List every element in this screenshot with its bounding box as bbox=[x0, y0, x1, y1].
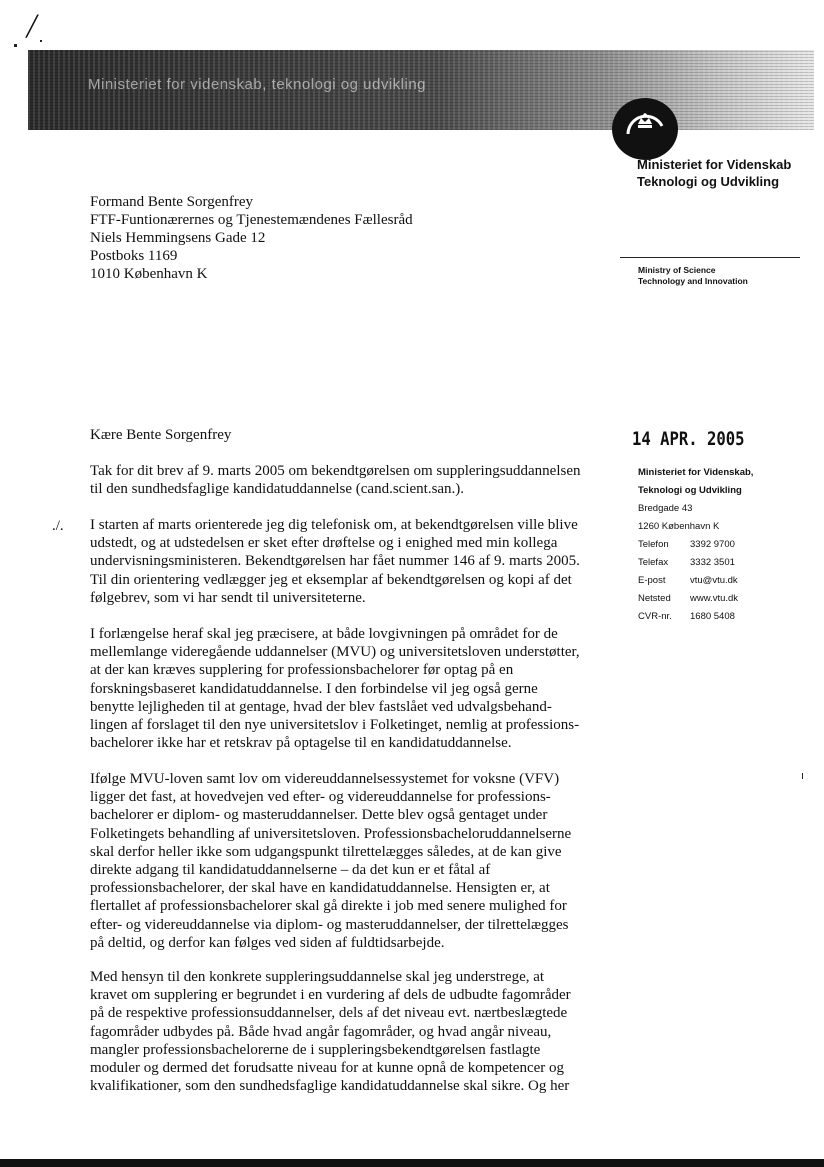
sender-info bbox=[638, 464, 753, 626]
letterhead-divider bbox=[620, 257, 800, 258]
date-stamp: 14 APR. 2005 bbox=[632, 428, 745, 450]
paragraph-4 bbox=[90, 770, 615, 952]
text-line: I starten af marts orienterede jeg dig telefonisk om, at bekendtgørelsen ville blive bbox=[90, 517, 578, 533]
contact-label: E-post bbox=[638, 575, 666, 586]
text-line: efter- og videreuddannelse via diplom- og masteruddannelser, der tilrettelægges bbox=[90, 916, 569, 933]
text-line: skal derfor heller ikke som udgangspunkt tilrettelægges således, at de kan give bbox=[90, 843, 562, 860]
contact-row bbox=[638, 608, 753, 626]
text-line: mangler professionsbachelorerne de i suppleringsbekendtgørelsen fastlagte bbox=[90, 1041, 541, 1058]
text-line: Tak for dit brev af 9. marts 2005 om bekendtgørelsen om suppleringsuddannelsen bbox=[90, 463, 581, 479]
sender-street: Bredgade 43 bbox=[638, 503, 693, 514]
address-line: 1010 København K bbox=[90, 266, 208, 282]
contact-value: 1680 5408 bbox=[690, 611, 735, 622]
text-line: professionsbachelorer, der skal have en kandidatuddannelse. Hensigten er, at bbox=[90, 880, 550, 897]
text-line: på deltid, og derfor kan følges ved siden af fuldtidsarbejde. bbox=[90, 934, 445, 951]
contact-value: 3332 3501 bbox=[690, 557, 735, 568]
contact-label: Netsted bbox=[638, 593, 671, 604]
ministry-name-english bbox=[638, 265, 748, 287]
contact-label: Telefon bbox=[638, 539, 669, 550]
sender-name-line: Ministeriet for Videnskab, bbox=[638, 467, 754, 478]
text-line: på de respektive professionsuddannelser, dels af det niveau evt. nærtbeslægtede bbox=[90, 1005, 568, 1022]
letterhead-banner bbox=[28, 50, 814, 130]
recipient-address bbox=[90, 193, 413, 283]
text-line: mellemlange videregående uddannelser (MVU) og universitetsloven understøtter, bbox=[90, 644, 580, 661]
text-line: kravet om supplering er begrundet i en vurdering af dels de udbudte fagområder bbox=[90, 987, 571, 1004]
text-line: fagområder udbydes på. Både hvad angår fagområder, og hvad angår niveau, bbox=[90, 1023, 552, 1040]
text-line: forskningsbaseret kandidatuddannelse. I den forbindelse vil jeg også gerne bbox=[90, 680, 538, 697]
scan-bottom-edge bbox=[0, 1159, 824, 1167]
paragraph-5 bbox=[90, 968, 615, 1095]
crown-logo-icon bbox=[612, 98, 678, 160]
text-line: flertallet af professionsbachelorer skal gå direkte i job med senere mulighed for bbox=[90, 898, 567, 915]
sender-name-line: Teknologi og Udvikling bbox=[638, 485, 742, 496]
ministry-da-line: Ministeriet for Videnskab bbox=[637, 157, 792, 172]
text-line: at der kan kræves supplering for professionsbachelorer før optag på en bbox=[90, 662, 514, 679]
text-line: bachelorer ikke har et retskrav på optagelse til en kandidatuddannelse. bbox=[90, 735, 512, 752]
text-line: direkte adgang til kandidatuddannelserne – da det kun er et fåtal af bbox=[90, 862, 491, 879]
contact-value: vtu@vtu.dk bbox=[690, 575, 738, 586]
banner-text: Ministeriet for videnskab, teknologi og udvikling bbox=[88, 76, 426, 93]
text-line: ligger det fast, at hovedvejen ved efter- og videreuddannelse for professions- bbox=[90, 789, 551, 806]
scan-speck bbox=[802, 773, 803, 779]
paragraph-3 bbox=[90, 625, 615, 752]
text-line: I forlængelse heraf skal jeg præcisere, at både lovgivningen på området for de bbox=[90, 626, 558, 642]
contact-label: CVR-nr. bbox=[638, 611, 672, 622]
contact-value: 3392 9700 bbox=[690, 539, 735, 550]
text-line: Ifølge MVU-loven samt lov om videreuddannelsessystemet for voksne (VFV) bbox=[90, 771, 560, 787]
contact-row bbox=[638, 554, 753, 572]
text-line: Til din orientering vedlægger jeg et eksemplar af bekendtgørelsen og kopi af det bbox=[90, 571, 572, 588]
address-line: Niels Hemmingsens Gade 12 bbox=[90, 230, 266, 246]
sender-city: 1260 København K bbox=[638, 521, 720, 532]
contact-row bbox=[638, 590, 753, 608]
ministry-en-line: Technology and Innovation bbox=[638, 276, 748, 286]
text-line: Folketingets behandling af universitetsloven. Professionsbacheloruddannelserne bbox=[90, 825, 572, 842]
text-line: kvalifikationer, som den sundhedsfaglige kandidatuddannelse skal sikre. Og her bbox=[90, 1078, 570, 1095]
ministry-en-line: Ministry of Science bbox=[638, 265, 716, 275]
scan-speck bbox=[14, 44, 17, 47]
text-line: benytte lejligheden til at gentage, hvad der blev fastslået ved udvalgsbehand- bbox=[90, 698, 552, 715]
salutation: Kære Bente Sorgenfrey bbox=[90, 427, 232, 443]
address-line: Formand Bente Sorgenfrey bbox=[90, 194, 254, 210]
text-line: Med hensyn til den konkrete suppleringsuddannelse skal jeg understrege, at bbox=[90, 969, 545, 985]
ministry-da-line: Teknologi og Udvikling bbox=[637, 174, 780, 189]
address-line: FTF-Funtionærernes og Tjenestemændenes Fællesråd bbox=[90, 212, 413, 228]
text-line: undervisningsministeren. Bekendtgørelsen har fået nummer 146 af 9. marts 2005. bbox=[90, 553, 580, 570]
text-line: følgebrev, som vi har sendt til universiteterne. bbox=[90, 589, 366, 606]
scan-speck bbox=[40, 40, 42, 42]
text-line: lingen af forslaget til den nye universitetslov i Folketinget, nemlig at professions- bbox=[90, 717, 580, 734]
paragraph-1 bbox=[90, 462, 615, 498]
contact-row bbox=[638, 536, 753, 554]
scan-mark: ╱ bbox=[26, 14, 39, 38]
ministry-name-danish bbox=[637, 156, 791, 190]
text-line: udstedt, og at udstedelsen er sket efter drøftelse og i enighed med min kollega bbox=[90, 535, 558, 552]
text-line: bachelorer er diplom- og masteruddannelser. Dette blev også gentaget under bbox=[90, 807, 548, 824]
text-line: til den sundhedsfaglige kandidatuddannelse (cand.scient.san.). bbox=[90, 481, 465, 498]
contact-label: Telefax bbox=[638, 557, 669, 568]
text-line: moduler og dermed det forudsatte niveau for at kunne opnå de kompetencer og bbox=[90, 1060, 565, 1077]
address-line: Postboks 1169 bbox=[90, 248, 178, 264]
enclosure-mark: ./. bbox=[52, 518, 64, 534]
contact-row bbox=[638, 572, 753, 590]
paragraph-2 bbox=[90, 516, 615, 607]
contact-value: www.vtu.dk bbox=[690, 593, 739, 604]
